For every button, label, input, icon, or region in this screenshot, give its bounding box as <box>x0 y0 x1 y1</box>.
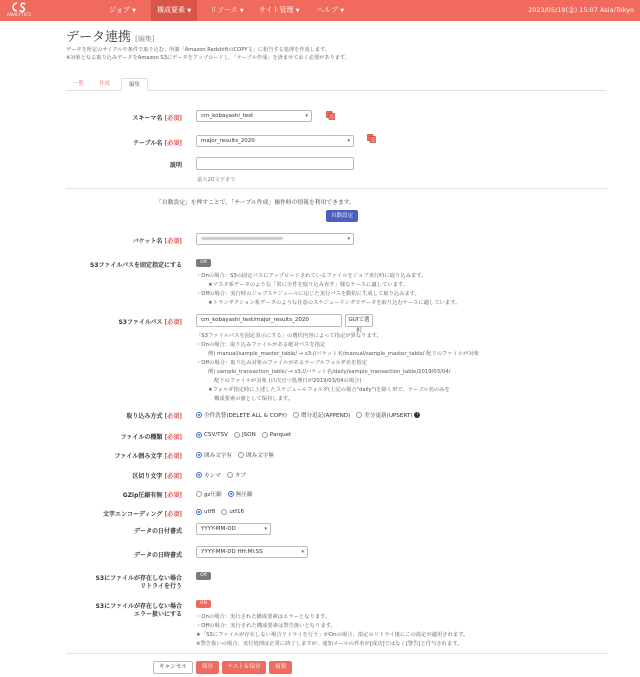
error-note: ・Offの場合：実行された構成要素は警告扱いとなります。 <box>196 623 336 629</box>
save-button[interactable]: 保存 <box>196 661 219 674</box>
file-type-label: ファイルの種類 [必須] <box>120 434 182 441</box>
s3path-note: 例) manual/sample_master_table/ → s3://バケット名/manual/sample_master_table/ 配下のファイルが対象 <box>208 351 479 357</box>
menu-site-admin[interactable]: サイト管理 ▼ <box>259 6 300 14</box>
radio-button[interactable] <box>227 472 233 478</box>
radio-button[interactable] <box>234 432 240 438</box>
bucket-label: バケット名 [必須] <box>132 238 182 245</box>
menu-components[interactable]: 構成要素 ▼ <box>151 0 197 21</box>
radio-button[interactable] <box>228 491 234 497</box>
s3path-label: S3ファイルパス [必須] <box>118 319 182 326</box>
radio-button[interactable] <box>221 509 227 515</box>
s3path-note: 配下のファイルが対象 (日次且つ処理日が2019/03/04の場合) <box>214 378 362 384</box>
fixed-path-note: ・Onの場合：S3の固定パスにアップロードされているファイルをジョブ実行時に取り込みます。 <box>196 273 427 279</box>
radio-button[interactable] <box>196 472 202 478</box>
error-label-2: エラー扱いにする <box>133 611 182 618</box>
divider <box>66 188 608 189</box>
chevron-down-icon: ▼ <box>239 8 244 14</box>
tab-bar <box>66 75 606 91</box>
date-format-select[interactable]: YYYY-MM-DD ▾ <box>196 523 271 535</box>
date-format-label: データの日付書式 <box>133 528 182 535</box>
gui-select-button[interactable]: GUIで選択 <box>345 314 373 327</box>
tab-list[interactable]: 一覧 <box>73 81 85 87</box>
radio-option[interactable]: JSON <box>234 432 256 438</box>
retry-toggle[interactable]: Off <box>196 572 211 580</box>
tab-create[interactable]: 作成 <box>99 81 111 87</box>
encoding-label: 文字エンコーディング [必須] <box>103 511 182 518</box>
tab-edit[interactable]: 編集 <box>121 78 148 91</box>
radio-button[interactable] <box>196 432 202 438</box>
radio-option[interactable]: カンマ <box>196 471 221 479</box>
error-note: ※警告扱いの場合、実行処理は正常に終了しますが、通知メールの件名が[成功]ではなく[警告]と付与されます。 <box>196 641 463 647</box>
radio-button[interactable] <box>196 509 202 515</box>
description-hint: 最大20文字まで <box>197 177 236 183</box>
menu-help[interactable]: ヘルプ ▼ <box>317 6 345 14</box>
chevron-down-icon: ▼ <box>187 8 192 14</box>
menu-job[interactable]: ジョブ ▼ <box>109 6 136 14</box>
fixed-path-label: S3ファイルパスを固定指定にする <box>90 262 182 269</box>
radio-option[interactable]: 差分更新(UPSERT) <box>356 411 412 419</box>
header-group <box>196 451 280 459</box>
gzip-group <box>196 490 258 498</box>
chevron-down-icon: ▼ <box>340 8 345 14</box>
chevron-down-icon: ▾ <box>264 526 267 532</box>
divider <box>66 653 608 654</box>
radio-button[interactable] <box>196 491 202 497</box>
schema-select[interactable]: cm_kobayashi_test ▾ <box>196 110 312 122</box>
chevron-down-icon: ▾ <box>347 236 350 242</box>
radio-option[interactable]: utf16 <box>221 509 244 515</box>
duplicate-button[interactable]: 複製 <box>269 661 292 674</box>
chevron-down-icon: ▼ <box>295 8 300 14</box>
radio-button[interactable] <box>293 412 299 418</box>
radio-button[interactable] <box>196 452 202 458</box>
s3path-note: ・Onの場合：取り込みファイルがある絶対パスを指定 <box>196 342 326 348</box>
import-method-group <box>196 411 420 419</box>
top-nav <box>0 0 640 21</box>
auto-setting-text: 「自動設定」を押すことで、「テーブル作成」操作時の情報を利用できます。 <box>156 200 355 206</box>
radio-button[interactable] <box>196 412 202 418</box>
test-save-button[interactable]: テスト＆保存 <box>222 661 266 674</box>
import-method-label: 取り込み方式 [必須] <box>126 413 182 420</box>
s3path-note: ・Offの場合：取り込み対象のファイルがあるテーブルフォルダ名を指定 <box>196 360 367 366</box>
error-note: ・Onの場合：実行された構成要素はエラーとなります。 <box>196 614 331 620</box>
header-label: ファイル囲み文字 [必須] <box>114 453 182 460</box>
auto-setting-button[interactable]: 自動設定 <box>326 210 358 222</box>
datetime-format-label: データの日時書式 <box>133 552 182 559</box>
menu-resources[interactable]: リソース ▼ <box>210 6 244 14</box>
radio-option[interactable]: 囲み文字有 <box>196 451 232 459</box>
chevron-down-icon: ▾ <box>301 549 304 555</box>
s3path-input[interactable]: cm_kobayashi_test/major_results_2020 <box>196 314 342 327</box>
app-logo[interactable] <box>2 1 36 20</box>
retry-label: S3にファイルが存在しない場合 <box>95 575 182 582</box>
table-select[interactable]: major_results_2020 ▾ <box>196 135 354 147</box>
datetime-format-select[interactable]: YYYY-MM-DD HH:MI:SS ▾ <box>196 546 308 558</box>
radio-option[interactable]: 全件洗替(DELETE ALL & COPY) <box>196 411 287 419</box>
info-icon[interactable]: i <box>414 412 420 418</box>
fixed-path-note: ★マスタ系データのような「常に全件を取り込み直す」様なケースに適しています。 <box>208 282 409 288</box>
radio-option[interactable]: utf8 <box>196 509 215 515</box>
chevron-down-icon: ▼ <box>132 8 136 14</box>
page-title: データ連携 [編集] <box>66 30 155 45</box>
description-label: 説明 <box>169 162 182 169</box>
error-toggle[interactable]: ON <box>196 600 211 608</box>
radio-button[interactable] <box>262 432 268 438</box>
current-datetime: 2023/05/19(金) 15:07 Asia/Tokyo <box>528 6 634 14</box>
delimiter-label: 区切り文字 [必須] <box>132 473 182 480</box>
table-label: テーブル名 [必須] <box>132 140 182 147</box>
description-input[interactable] <box>196 157 354 170</box>
encoding-group <box>196 509 250 515</box>
error-label: S3にファイルが存在しない場合 <box>95 603 182 610</box>
radio-option[interactable]: 囲み文字無 <box>238 451 274 459</box>
radio-button[interactable] <box>356 412 362 418</box>
copy-icon[interactable] <box>326 111 335 120</box>
schema-label: スキーマ名 [必須] <box>132 115 182 122</box>
radio-option[interactable]: CSV/TSV <box>196 432 228 438</box>
radio-option[interactable]: gz圧縮 <box>196 490 222 498</box>
chevron-down-icon: ▾ <box>305 113 308 119</box>
radio-option[interactable]: Parquet <box>262 432 291 438</box>
s3path-note: 構成要素の値として保持します。 <box>214 396 294 402</box>
retry-label-2: リトライを行う <box>140 583 182 590</box>
gzip-label: GZip圧縮有無 [必須] <box>122 492 182 499</box>
page-description: データを所定のサイクルや条件で取り込む。所謂「Amazon RedshiftのCOPY文」に相当する処理を作成します。 <box>66 47 331 53</box>
cancel-button[interactable]: キャンセル <box>153 661 193 674</box>
bucket-select[interactable] <box>196 233 354 245</box>
radio-button[interactable] <box>238 452 244 458</box>
redacted-value <box>201 237 283 240</box>
page-subtitle: [編集] <box>135 35 155 43</box>
delimiter-group <box>196 471 252 479</box>
fixed-path-toggle[interactable]: Off <box>196 259 211 267</box>
s3path-note: 「S3ファイルパスを固定表示にする」の選択内容によって指定が異なります。 <box>196 333 382 339</box>
radio-option[interactable]: 増分追記(APPEND) <box>293 411 350 419</box>
page-description-note: ※対象となる取り込みデータをAmazon S3にデータをアップロードし、「テーブル作成」を済ませておく必要があります。 <box>66 55 350 61</box>
error-note: ★「S3にファイルが存在しない場合リトライを行う」がOnの場合、指定のリトライ後にこの設定が適用されます。 <box>196 632 469 638</box>
fixed-path-note: ・Offの場合：実行時のジョブスケジュールに応じた実行パスを動的に生成して取り込みます。 <box>196 291 420 297</box>
chevron-down-icon: ▾ <box>347 138 350 144</box>
file-type-group <box>196 432 297 438</box>
fixed-path-note: ★トランザクション系データのような任意のスケジューリングでデータを取り込むケースに適しています。 <box>208 300 461 306</box>
radio-option[interactable]: 無圧縮 <box>228 490 253 498</box>
copy-icon[interactable] <box>367 134 376 143</box>
logo-text: ANALYTICS <box>6 12 32 17</box>
s3path-note: 例) sample_transaction_table/ → s3://バケット名/daily/sample_transaction_table/2019/03/04/ <box>208 369 451 375</box>
radio-option[interactable]: タブ <box>227 471 246 479</box>
s3path-note: ★フォルダ指定時に上述したスケジュールフォルダ(上記の場合"daily")を除く形で、テーブル名のみを <box>208 387 450 393</box>
